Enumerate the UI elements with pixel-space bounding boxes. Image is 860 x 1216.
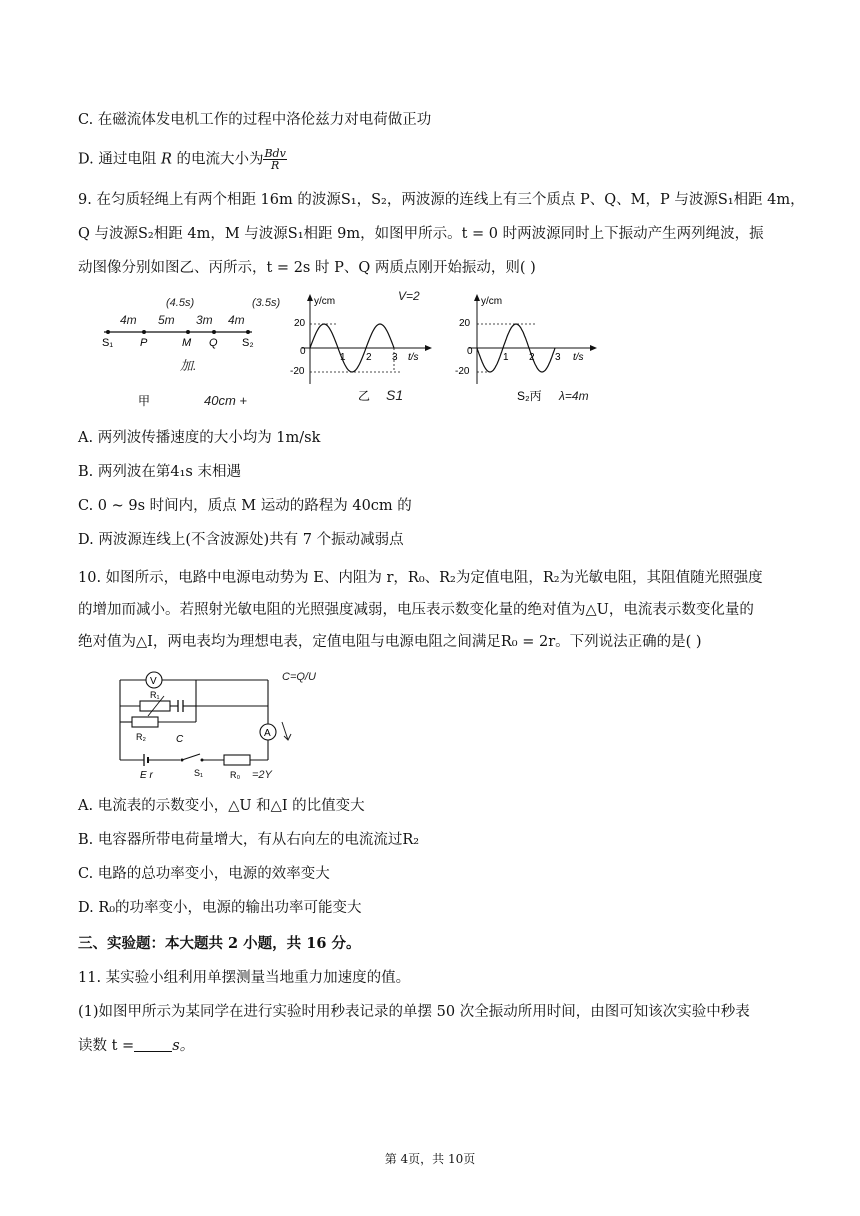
label-s1: S₁: [102, 337, 114, 349]
hand-5m: 5m: [158, 313, 175, 327]
q10-option-a: A. 电流表的示数变小，△U 和△I 的比值变大: [78, 798, 365, 814]
yi-ytick-20: 20: [294, 318, 306, 329]
q8-option-c: C. 在磁流体发电机工作的过程中洛伦兹力对电荷做正功: [78, 112, 432, 128]
q9-line2: Q 与波源S₂相距 4m，M 与波源S₁相距 9m，如图甲所示。t = 0 时两波源同时上下振动产生两列绳波，振: [78, 226, 764, 242]
hand-r0: =2Y: [252, 769, 272, 781]
r0-label: R₀: [230, 770, 241, 780]
capacitor-label: C: [176, 734, 184, 745]
q10-option-c: C. 电路的总功率变小，电源的效率变大: [78, 866, 330, 882]
source-label: E r: [140, 770, 153, 781]
yi-xlabel: t/s: [408, 352, 419, 363]
figure-jia: [96, 290, 286, 415]
label-s2: S₂: [242, 337, 254, 349]
yi-ytick-neg20: -20: [290, 366, 305, 377]
hand-4m: 4m: [120, 313, 137, 327]
yi-ylabel: y/cm: [314, 296, 336, 307]
hand-circle-2: (3.5s): [252, 297, 281, 309]
yi-origin: 0: [300, 346, 306, 357]
yi-xtick-3: 3: [392, 352, 398, 363]
q9-line3: 动图像分别如图乙、丙所示，t = 2s 时 P、Q 两质点刚开始振动，则( ): [78, 260, 536, 276]
ammeter-label: A: [264, 728, 271, 739]
r2-label: R₂: [136, 732, 146, 742]
figure-bing: [455, 288, 625, 416]
page-footer: 第 4页，共 10页: [384, 1152, 476, 1166]
point-p: [142, 330, 146, 334]
hand-yi-top: V=2: [398, 289, 420, 303]
figure-circuit: [96, 660, 328, 786]
hand-circle-1: (4.5s): [166, 297, 195, 309]
answer-blank[interactable]: [134, 1037, 172, 1052]
r2-resistor: [132, 717, 158, 727]
hand-4m-b: 4m: [228, 313, 245, 327]
r1-label: R₁: [150, 690, 160, 700]
bing-ytick-neg20: -20: [455, 366, 470, 377]
hand-bottom: 40cm +: [204, 393, 247, 408]
hand-yi: S1: [386, 387, 404, 403]
bing-ylabel: y/cm: [481, 296, 503, 307]
bing-xtick-3: 3: [555, 352, 561, 363]
yi-xtick-1: 1: [340, 352, 346, 363]
fraction-bdv-over-r: $\frac{\text{Bdv}}{R}$: [264, 147, 286, 172]
hand-3m: 3m: [196, 313, 213, 327]
hand-mid: 加.: [180, 358, 197, 373]
bing-origin: 0: [467, 346, 473, 357]
q11-line1: 11. 某实验小组利用单摆测量当地重力加速度的值。: [78, 970, 411, 986]
caption-jia: 甲: [138, 394, 151, 408]
bing-xtick-1: 1: [503, 352, 509, 363]
label-q: Q: [209, 337, 218, 349]
figure-yi: [290, 288, 450, 416]
bing-xlabel: t/s: [573, 352, 584, 363]
section-3-title: 三、实验题：本大题共 2 小题，共 16 分。: [78, 935, 361, 952]
caption-yi: 乙: [358, 389, 371, 403]
caption-bing: S₂丙: [517, 389, 542, 403]
r1-resistor: [140, 701, 170, 711]
label-p: P: [140, 337, 148, 349]
point-s1: [106, 330, 110, 334]
q9-option-c: C. 0 ~ 9s 时间内，质点 M 运动的路程为 40cm 的: [78, 498, 412, 514]
bing-xtick-2: 2: [529, 352, 535, 363]
q9-line1: 9. 在匀质轻绳上有两个相距 16m 的波源S₁，S₂，两波源的连线上有三个质点 P、Q、M，P 与波源S₁相距 4m，: [78, 192, 805, 208]
q10-line3: 绝对值为△I，两电表均为理想电表，定值电阻与电源电阻之间满足R₀ = 2r。下列说法正确的是( ): [78, 634, 702, 650]
q9-option-d: D. 两波源连线上(不含波源处)共有 7 个振动减弱点: [78, 532, 404, 548]
q10-option-b: B. 电容器所带电荷量增大，有从右向左的电流流过R₂: [78, 832, 420, 848]
q11-line2: (1)如图甲所示为某同学在进行实验时用秒表记录的单摆 50 次全振动所用时间，由图可知该次实验中秒表: [78, 1004, 750, 1020]
r0-resistor: [224, 755, 250, 765]
q11-line3: 读数 t = s。: [78, 1038, 195, 1054]
voltmeter-label: V: [150, 676, 157, 687]
point-m: [186, 330, 190, 334]
q9-option-b: B. 两列波在第4₁s 末相遇: [78, 464, 241, 480]
q10-line2: 的增加而减小。若照射光敏电阻的光照强度减弱，电压表示数变化量的绝对值为△U，电流表示数变化量的: [78, 602, 754, 618]
hand-arrow-icon: [282, 722, 291, 740]
bing-ytick-20: 20: [459, 318, 471, 329]
q9-option-a: A. 两列波传播速度的大小均为 1m/sk: [78, 430, 321, 446]
q8-option-d: D. 通过电阻 R 的电流大小为 $\frac{\text{Bdv}}{R}$: [78, 147, 286, 172]
label-m: M: [182, 337, 192, 349]
point-s2: [246, 330, 250, 334]
hand-bing: λ=4m: [559, 389, 589, 403]
q10-option-d: D. R₀的功率变小，电源的输出功率可能变大: [78, 900, 362, 916]
q10-line1: 10. 如图所示，电路中电源电动势为 E、内阻为 r，R₀、R₂为定值电阻，R₂为光敏电阻，其阻值随光照强度: [78, 570, 763, 586]
switch-label: S₁: [194, 768, 204, 778]
hand-c: C=Q/U: [282, 671, 316, 683]
point-q: [212, 330, 216, 334]
yi-xtick-2: 2: [366, 352, 372, 363]
switch-icon: [182, 754, 200, 760]
